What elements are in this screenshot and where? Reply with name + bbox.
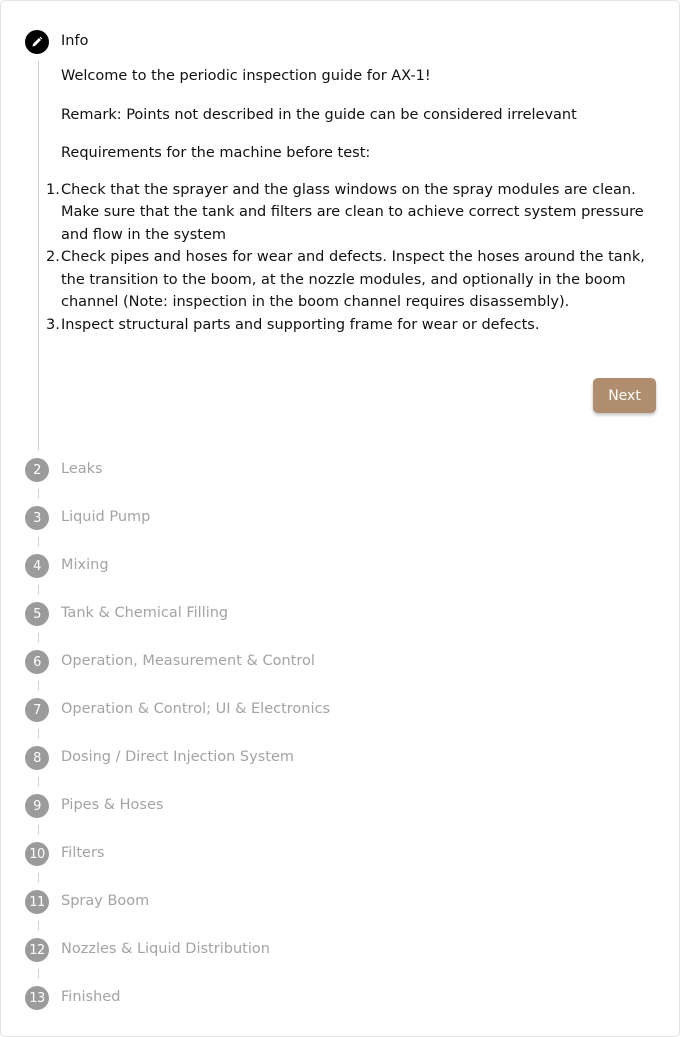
step-number-badge: 13 — [25, 986, 49, 1010]
step-connector — [38, 489, 39, 498]
next-button[interactable]: Next — [593, 378, 656, 413]
step-number-badge: 7 — [25, 698, 49, 722]
step-number-badge: 4 — [25, 554, 49, 578]
step-label: Pipes & Hoses — [61, 797, 164, 813]
step-number-badge: 2 — [25, 458, 49, 482]
step-label: Tank & Chemical Filling — [61, 605, 229, 621]
step-number-badge: 12 — [25, 938, 49, 962]
step-number-badge: 11 — [25, 890, 49, 914]
step-label: Liquid Pump — [61, 509, 151, 525]
requirements-heading: Requirements for the machine before test: — [61, 145, 371, 161]
step-connector — [38, 61, 39, 450]
step-connector — [38, 681, 39, 690]
step-label: Leaks — [61, 461, 103, 477]
step-connector — [38, 777, 39, 786]
step-connector — [38, 729, 39, 738]
step-connector — [38, 585, 39, 594]
step-number-badge: 8 — [25, 746, 49, 770]
requirement-item: Check pipes and hoses for wear and defects. Inspect the hoses around the tank, the transition to the boom, at the nozzle modules, and optionally in the boom channel (Note: inspection in the boom channel requires disassembly). — [61, 249, 645, 310]
step-connector — [38, 921, 39, 930]
step-label: Spray Boom — [61, 893, 150, 909]
step-label: Mixing — [61, 557, 109, 573]
step-label: Dosing / Direct Injection System — [61, 749, 294, 765]
remark-text: Remark: Points not described in the guide can be considered irrelevant — [61, 106, 577, 123]
step-connector — [38, 633, 39, 642]
welcome-text: Welcome to the periodic inspection guide for AX-1! — [61, 68, 431, 84]
step-number-badge: 10 — [25, 842, 49, 866]
pencil-icon — [25, 30, 49, 54]
step-connector — [38, 969, 39, 978]
requirement-item: Check that the sprayer and the glass windows on the spray modules are clean. Make sure that the tank and filters are clean to achieve correct system pressure and flow in the system — [61, 181, 644, 243]
step-label-info: Info — [61, 33, 89, 49]
requirements-list — [61, 179, 661, 337]
step-number-badge: 3 — [25, 506, 49, 530]
step-label: Nozzles & Liquid Distribution — [61, 941, 270, 957]
step-label: Operation, Measurement & Control — [61, 653, 315, 669]
step-number-badge: 5 — [25, 602, 49, 626]
step-label: Finished — [61, 989, 121, 1005]
step-number-badge: 6 — [25, 650, 49, 674]
step-connector — [38, 537, 39, 546]
step-label: Operation & Control; UI & Electronics — [61, 701, 331, 717]
info-step-content — [61, 65, 661, 336]
step-number-badge: 9 — [25, 794, 49, 818]
step-label: Filters — [61, 845, 105, 861]
step-connector — [38, 873, 39, 882]
requirement-item: Inspect structural parts and supporting frame for wear or defects. — [61, 316, 540, 333]
step-connector — [38, 825, 39, 834]
